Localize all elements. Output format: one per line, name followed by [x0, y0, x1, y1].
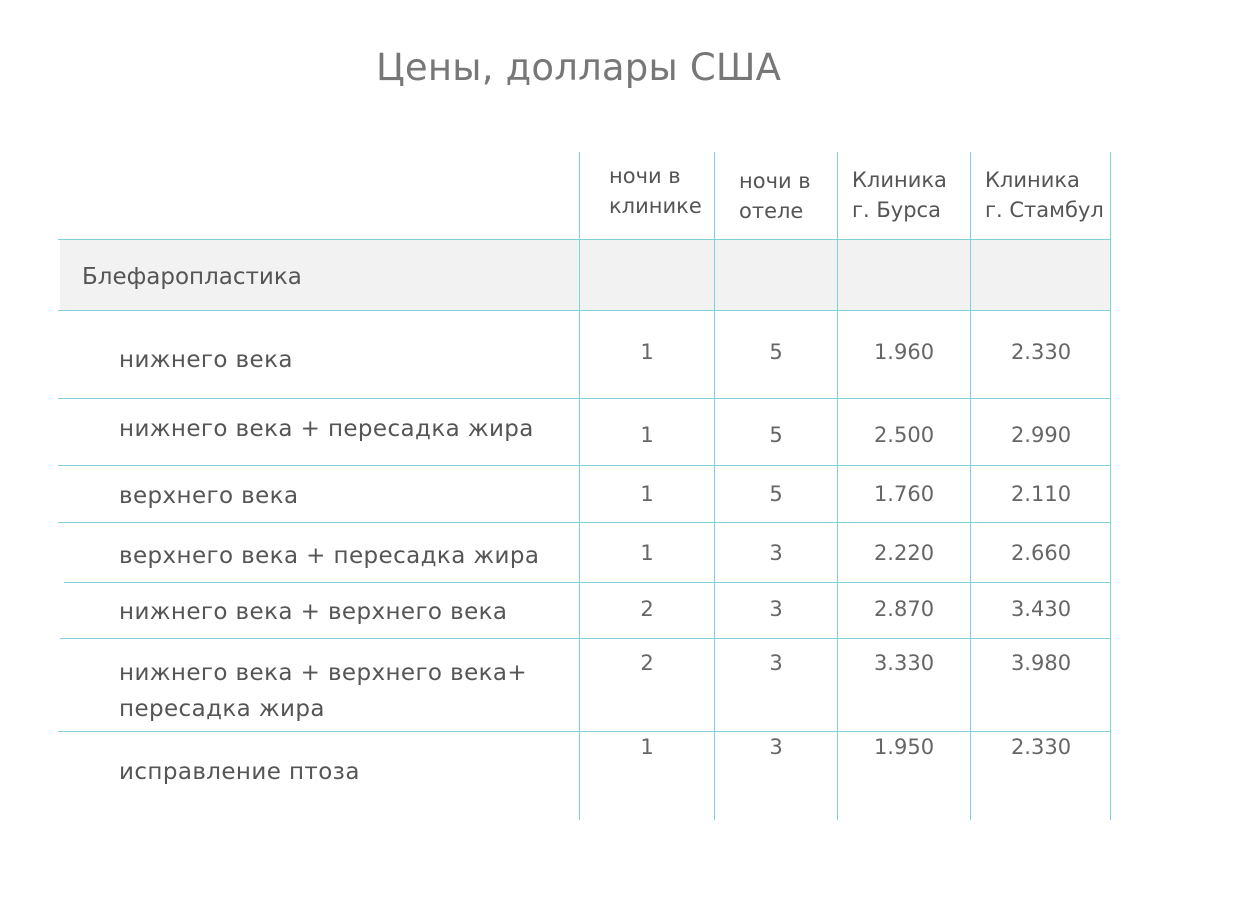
cell-hotel-nights: 3 [769, 541, 783, 565]
section-label: Блефаропластика [82, 264, 302, 290]
row-label: верхнего века [119, 483, 299, 509]
cell-price-bursa: 1.950 [873, 735, 935, 759]
page-title: Цены, доллары США [376, 46, 782, 89]
cell-price-bursa: 2.870 [873, 597, 935, 621]
row-divider [60, 638, 1111, 639]
cell-price-istanbul: 2.110 [1010, 482, 1072, 506]
cell-clinic-nights: 2 [640, 597, 654, 621]
cell-price-bursa: 1.760 [873, 482, 935, 506]
cell-price-istanbul: 3.980 [1010, 651, 1072, 675]
cell-hotel-nights: 3 [769, 597, 783, 621]
cell-clinic-nights: 1 [640, 482, 654, 506]
cell-price-istanbul: 2.660 [1010, 541, 1072, 565]
cell-price-istanbul: 3.430 [1010, 597, 1072, 621]
row-divider [58, 310, 1111, 311]
cell-hotel-nights: 5 [769, 340, 783, 364]
cell-price-bursa: 2.220 [873, 541, 935, 565]
cell-price-bursa: 1.960 [873, 340, 935, 364]
cell-hotel-nights: 5 [769, 423, 783, 447]
cell-hotel-nights: 3 [769, 651, 783, 675]
cell-price-istanbul: 2.330 [1010, 735, 1072, 759]
row-divider [58, 398, 1111, 399]
cell-clinic-nights: 1 [640, 735, 654, 759]
cell-clinic-nights: 1 [640, 541, 654, 565]
row-divider [58, 522, 1111, 523]
row-divider [58, 465, 1111, 466]
cell-hotel-nights: 3 [769, 735, 783, 759]
column-header-hotel-nights: ночи в отеле [739, 169, 811, 223]
row-label: нижнего века + верхнего века+ пересадка жира [119, 660, 528, 722]
column-header-istanbul: Клиника г. Стамбул [985, 168, 1104, 222]
cell-price-istanbul: 2.990 [1010, 423, 1072, 447]
column-header-clinic-nights: ночи в клинике [609, 164, 702, 218]
cell-price-bursa: 2.500 [873, 423, 935, 447]
row-label: нижнего века [119, 347, 293, 373]
row-divider [58, 731, 1111, 732]
cell-clinic-nights: 1 [640, 340, 654, 364]
cell-clinic-nights: 2 [640, 651, 654, 675]
row-divider [58, 239, 1111, 240]
cell-price-bursa: 3.330 [873, 651, 935, 675]
cell-hotel-nights: 5 [769, 482, 783, 506]
column-header-bursa: Клиника г. Бурса [852, 168, 947, 222]
row-label: верхнего века + пересадка жира [119, 543, 540, 569]
row-divider [64, 582, 1111, 583]
cell-clinic-nights: 1 [640, 423, 654, 447]
row-label: исправление птоза [119, 759, 360, 785]
row-label: нижнего века + пересадка жира [119, 416, 534, 442]
cell-price-istanbul: 2.330 [1010, 340, 1072, 364]
row-label: нижнего века + верхнего века [119, 599, 508, 625]
